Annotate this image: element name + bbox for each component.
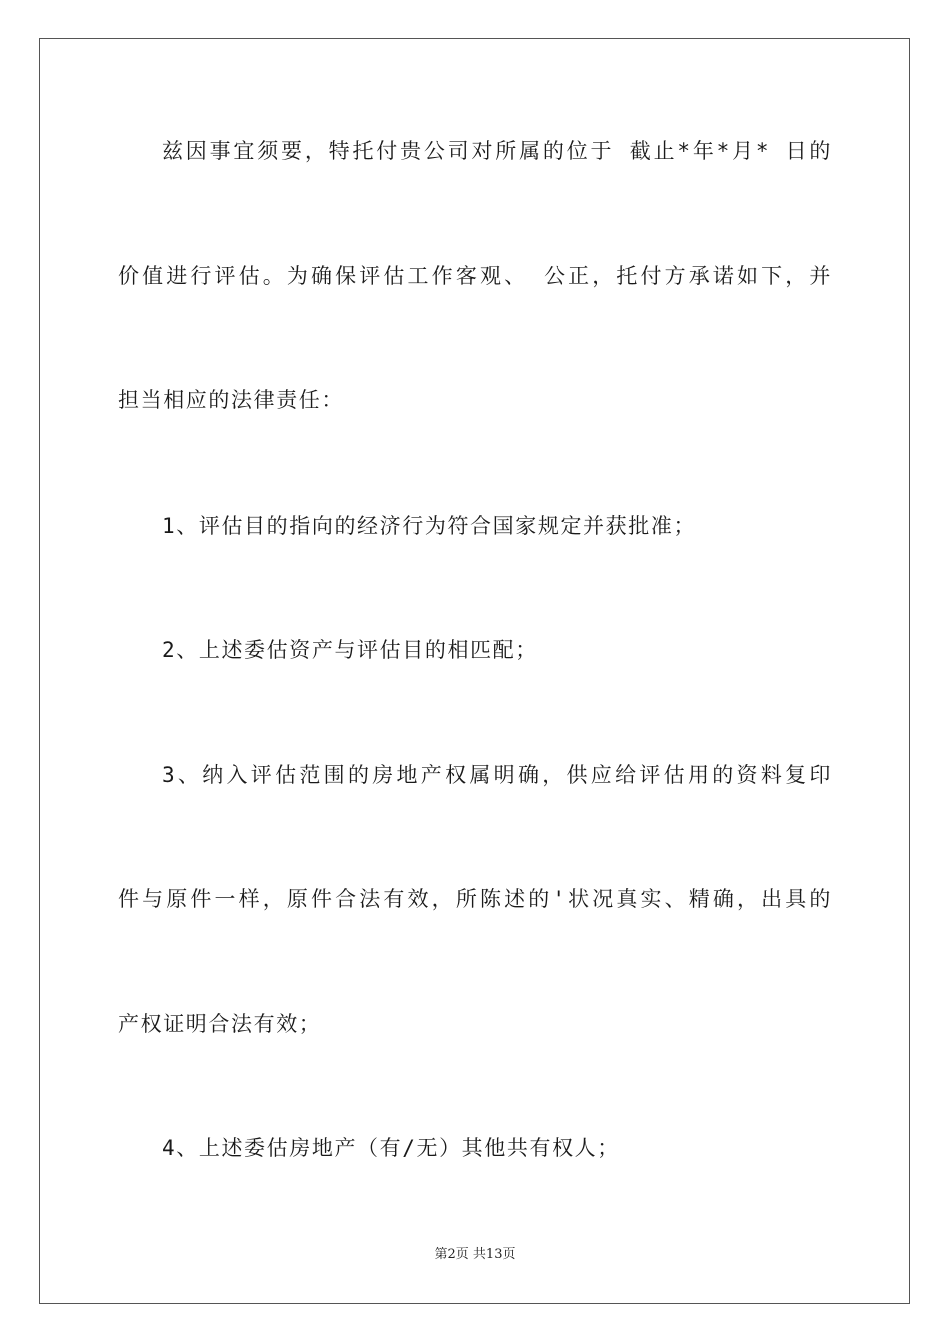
page-number-footer: 第2页 共13页	[434, 1247, 516, 1262]
list-item-1: 1、评估目的指向的经济行为符合国家规定并获批准；	[162, 514, 697, 538]
list-item-3-line-2: 件与原件一样，原件合法有效，所陈述的'状况真实、精确，出具的	[118, 887, 832, 911]
list-item-2: 2、上述委估资产与评估目的相匹配；	[162, 638, 538, 662]
paragraph-line-3: 担当相应的法律责任：	[118, 388, 344, 412]
list-item-3-line-1: 3、纳入评估范围的房地产权属明确，供应给评估用的资料复印	[162, 763, 832, 787]
list-item-3-line-3: 产权证明合法有效；	[118, 1012, 322, 1036]
page-border	[39, 38, 910, 1304]
paragraph-line-2: 价值进行评估。为确保评估工作客观、 公正，托付方承诺如下，并	[118, 264, 832, 288]
paragraph-line-1: 兹因事宜须要，特托付贵公司对所属的位于 截止*年*月* 日的	[162, 139, 832, 163]
list-item-4: 4、上述委估房地产（有/无）其他共有权人；	[162, 1136, 620, 1160]
